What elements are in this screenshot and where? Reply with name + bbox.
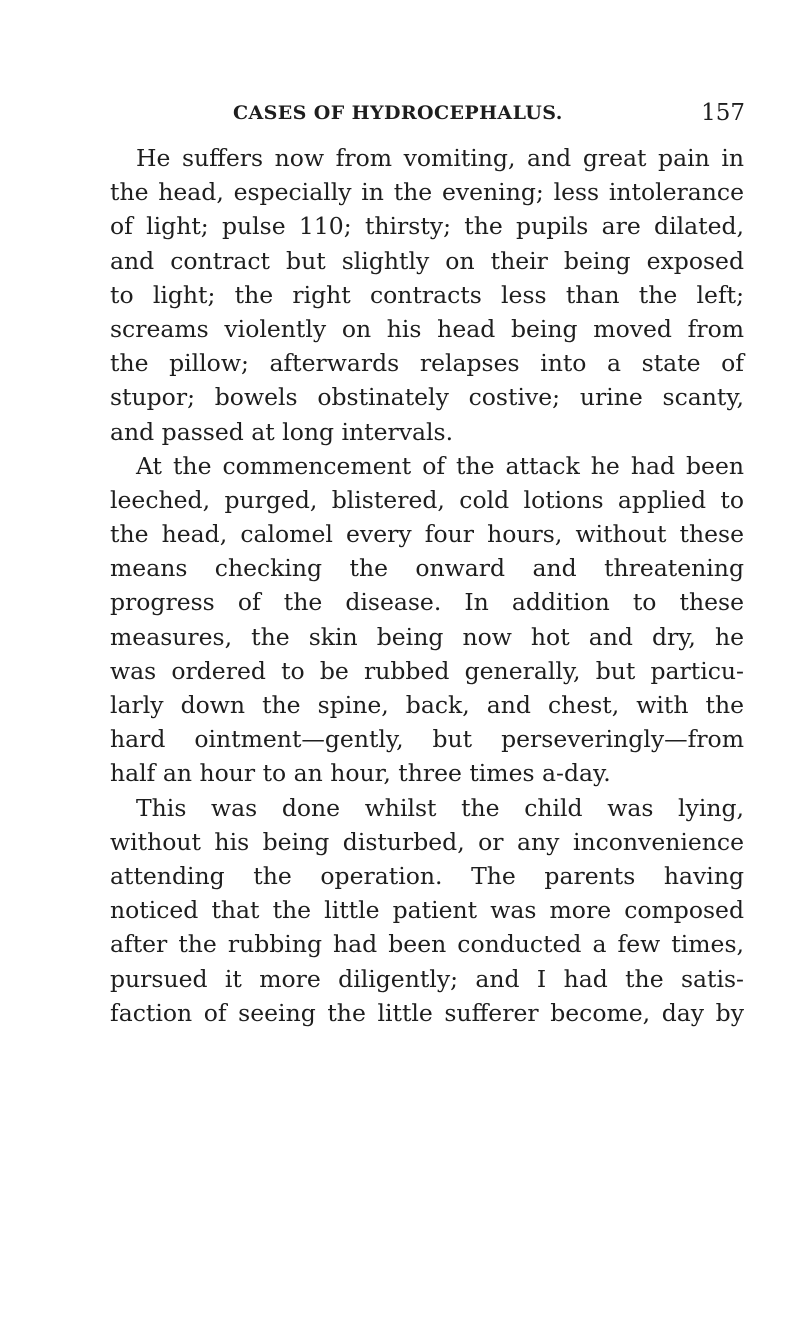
- text-line: At the commencement of the attack he had been: [136, 451, 744, 480]
- text-line: to light; the right contracts less than the left;: [110, 280, 744, 309]
- text-line: attending the operation. The parents having: [110, 861, 744, 890]
- text-line: pursued it more diligently; and I had the satis-: [110, 964, 744, 993]
- running-head: [233, 102, 745, 132]
- text-line: This was done whilst the child was lying,: [136, 793, 744, 822]
- text-line: measures, the skin being now hot and dry, he: [110, 622, 744, 651]
- text-line: noticed that the little patient was more composed: [110, 896, 744, 925]
- running-title: CASES OF HYDROCEPHALUS.: [233, 102, 563, 124]
- text-line: without his being disturbed, or any inconvenience: [110, 827, 744, 856]
- text-line: and contract but slightly on their being exposed: [110, 246, 744, 275]
- text-line: larly down the spine, back, and chest, with the: [110, 691, 744, 719]
- text-line: and passed at long intervals.: [110, 417, 454, 446]
- page-number: 157: [701, 100, 745, 126]
- text-line: means checking the onward and threatening: [110, 554, 744, 583]
- body-text: [110, 141, 744, 1030]
- text-line: after the rubbing had been conducted a few times,: [110, 930, 744, 959]
- text-line: was ordered to be rubbed generally, but particu-: [110, 656, 744, 685]
- text-line: progress of the disease. In addition to these: [110, 588, 744, 617]
- text-line: faction of seeing the little sufferer become, day by: [110, 998, 744, 1027]
- text-line: stupor; bowels obstinately costive; urine scanty,: [110, 383, 744, 412]
- text-line: half an hour to an hour, three times a-day.: [110, 759, 611, 788]
- text-line: screams violently on his head being moved from: [110, 314, 744, 343]
- text-line: the head, calomel every four hours, without these: [110, 520, 744, 549]
- text-line: the pillow; afterwards relapses into a state of: [110, 349, 744, 378]
- text-line: of light; pulse 110; thirsty; the pupils are dilated,: [110, 212, 744, 241]
- text-line: He suffers now from vomiting, and great pain in: [136, 144, 744, 172]
- text-line: hard ointment—gently, but perseveringly—from: [110, 725, 744, 754]
- text-line: the head, especially in the evening; less intolerance: [110, 178, 744, 207]
- text-line: leeched, purged, blistered, cold lotions applied to: [110, 485, 744, 514]
